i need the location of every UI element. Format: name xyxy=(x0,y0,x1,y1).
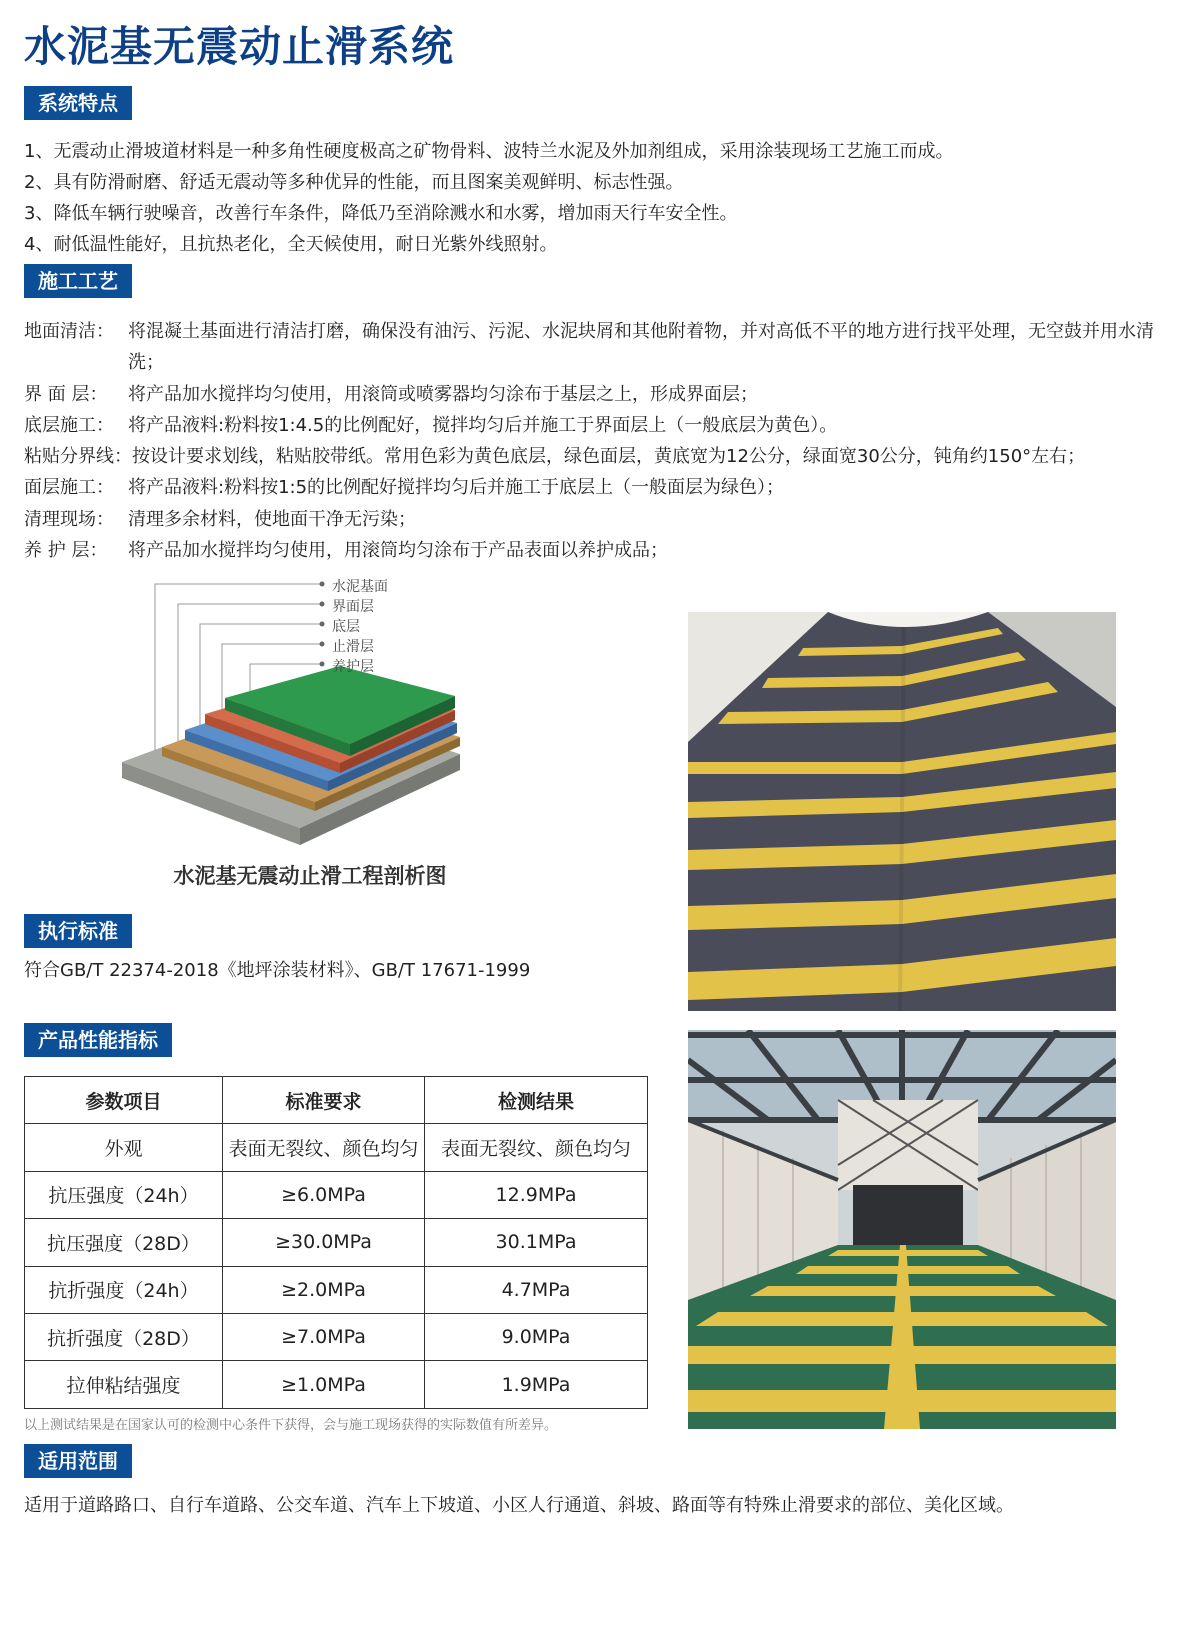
step-label: 清理现场： xyxy=(24,508,114,530)
table-cell: 12.9MPa xyxy=(425,1171,648,1218)
section-heading-performance: 产品性能指标 xyxy=(24,1023,172,1057)
test-note: 以上测试结果是在国家认可的检测中心条件下获得，会与施工现场获得的实际数值有所差异。 xyxy=(24,1418,558,1433)
process-step xyxy=(24,379,1184,410)
table-row xyxy=(25,1171,648,1218)
feature-item: 2、具有防滑耐磨、舒适无震动等多种优异的性能，而且图案美观鲜明、标志性强。 xyxy=(24,172,684,193)
table-row xyxy=(25,1313,648,1360)
table-cell: 抗折强度（24h） xyxy=(25,1266,223,1313)
section-heading-standard: 执行标准 xyxy=(24,914,132,948)
section-heading-process: 施工工艺 xyxy=(24,264,132,298)
ramp-photo-graphic xyxy=(688,612,1116,1011)
ramp-photo-yellow-gray xyxy=(688,612,1116,1011)
layer-diagram-graphic xyxy=(100,570,520,860)
table-cell: 拉伸粘结强度 xyxy=(25,1361,223,1408)
legend-label: 界面层 xyxy=(332,599,374,615)
table-cell: 抗压强度（24h） xyxy=(25,1171,223,1218)
table-row xyxy=(25,1361,648,1408)
legend-label: 止滑层 xyxy=(332,639,374,655)
step-label: 养 护 层： xyxy=(24,540,108,562)
step-label: 粘贴分界线： xyxy=(24,446,132,468)
table-row xyxy=(25,1124,648,1171)
diagram-caption: 水泥基无震动止滑工程剖析图 xyxy=(173,864,447,888)
table-cell: ≥1.0MPa xyxy=(223,1361,425,1408)
layer-cross-section-diagram xyxy=(100,570,520,900)
step-text: 将产品液料:粉料按1:5的比例配好搅拌均匀后并施工于底层上（一般面层为绿色）； xyxy=(128,477,785,499)
performance-table xyxy=(24,1076,648,1409)
step-text: 将混凝土基面进行清洁打磨，确保没有油污、污泥、水泥块屑和其他附着物，并对高低不平的地方进行找平处理，无空鼓并用水清洗； xyxy=(128,321,1154,374)
table-cell: 1.9MPa xyxy=(425,1361,648,1408)
table-cell: 9.0MPa xyxy=(425,1313,648,1360)
table-cell: ≥6.0MPa xyxy=(223,1171,425,1218)
process-step xyxy=(24,441,1184,472)
step-text: 按设计要求划线，粘贴胶带纸。常用色彩为黄色底层，绿色面层，黄底宽为12公分，绿面宽30公分，钝角约150°左右； xyxy=(132,446,1086,468)
features-list xyxy=(24,136,953,260)
feature-item: 4、耐低温性能好，且抗热老化，全天候使用，耐日光紫外线照射。 xyxy=(24,234,558,255)
table-header: 检测结果 xyxy=(425,1077,648,1124)
table-cell: 30.1MPa xyxy=(425,1219,648,1266)
section-heading-scope: 适用范围 xyxy=(24,1444,132,1478)
step-label: 界 面 层： xyxy=(24,383,108,405)
table-cell: 外观 xyxy=(25,1124,223,1171)
process-step xyxy=(24,316,1184,379)
process-step xyxy=(24,535,1184,566)
section-heading-features: 系统特点 xyxy=(24,86,132,120)
process-step xyxy=(24,410,1184,441)
table-cell: ≥30.0MPa xyxy=(223,1219,425,1266)
tunnel-photo-graphic xyxy=(688,1030,1116,1429)
table-cell: ≥2.0MPa xyxy=(223,1266,425,1313)
scope-text: 适用于道路路口、自行车道路、公交车道、汽车上下坡道、小区人行通道、斜坡、路面等有特殊止滑要求的部位、美化区域。 xyxy=(24,1495,1014,1516)
table-cell: 抗折强度（28D） xyxy=(25,1313,223,1360)
table-cell: 抗压强度（28D） xyxy=(25,1219,223,1266)
process-steps xyxy=(24,316,1184,566)
legend-label: 养护层 xyxy=(332,659,374,675)
step-label: 底层施工： xyxy=(24,414,114,436)
legend-label: 水泥基面 xyxy=(332,579,388,595)
table-cell: 表面无裂纹、颜色均匀 xyxy=(223,1124,425,1171)
step-text: 将产品加水搅拌均匀使用，用滚筒均匀涂布于产品表面以养护成品； xyxy=(128,540,668,562)
table-header: 参数项目 xyxy=(25,1077,223,1124)
step-label: 面层施工： xyxy=(24,477,114,499)
process-step xyxy=(24,472,1184,503)
step-text: 将产品液料:粉料按1:4.5的比例配好，搅拌均匀后并施工于界面层上（一般底层为黄色）。 xyxy=(128,414,838,436)
tunnel-photo-yellow-green xyxy=(688,1030,1116,1429)
table-row xyxy=(25,1266,648,1313)
table-row xyxy=(25,1219,648,1266)
table-header-row xyxy=(25,1077,648,1124)
step-label: 地面清洁： xyxy=(24,321,114,342)
step-text: 清理多余材料，使地面干净无污染； xyxy=(128,508,416,530)
step-text: 将产品加水搅拌均匀使用，用滚筒或喷雾器均匀涂布于基层之上，形成界面层； xyxy=(128,383,758,405)
legend-label: 底层 xyxy=(332,619,360,635)
standard-text: 符合GB/T 22374-2018《地坪涂装材料》、GB/T 17671-1999 xyxy=(24,960,531,981)
table-cell: 4.7MPa xyxy=(425,1266,648,1313)
table-cell: 表面无裂纹、颜色均匀 xyxy=(425,1124,648,1171)
feature-item: 1、无震动止滑坡道材料是一种多角性硬度极高之矿物骨料、波特兰水泥及外加剂组成，采用涂装现场工艺施工而成。 xyxy=(24,141,954,162)
process-step xyxy=(24,504,1184,535)
table-cell: ≥7.0MPa xyxy=(223,1313,425,1360)
feature-item: 3、降低车辆行驶噪音，改善行车条件，降低乃至消除溅水和水雾，增加雨天行车安全性。 xyxy=(24,203,738,224)
page-title: 水泥基无震动止滑系统 xyxy=(24,22,455,71)
table-header: 标准要求 xyxy=(223,1077,425,1124)
